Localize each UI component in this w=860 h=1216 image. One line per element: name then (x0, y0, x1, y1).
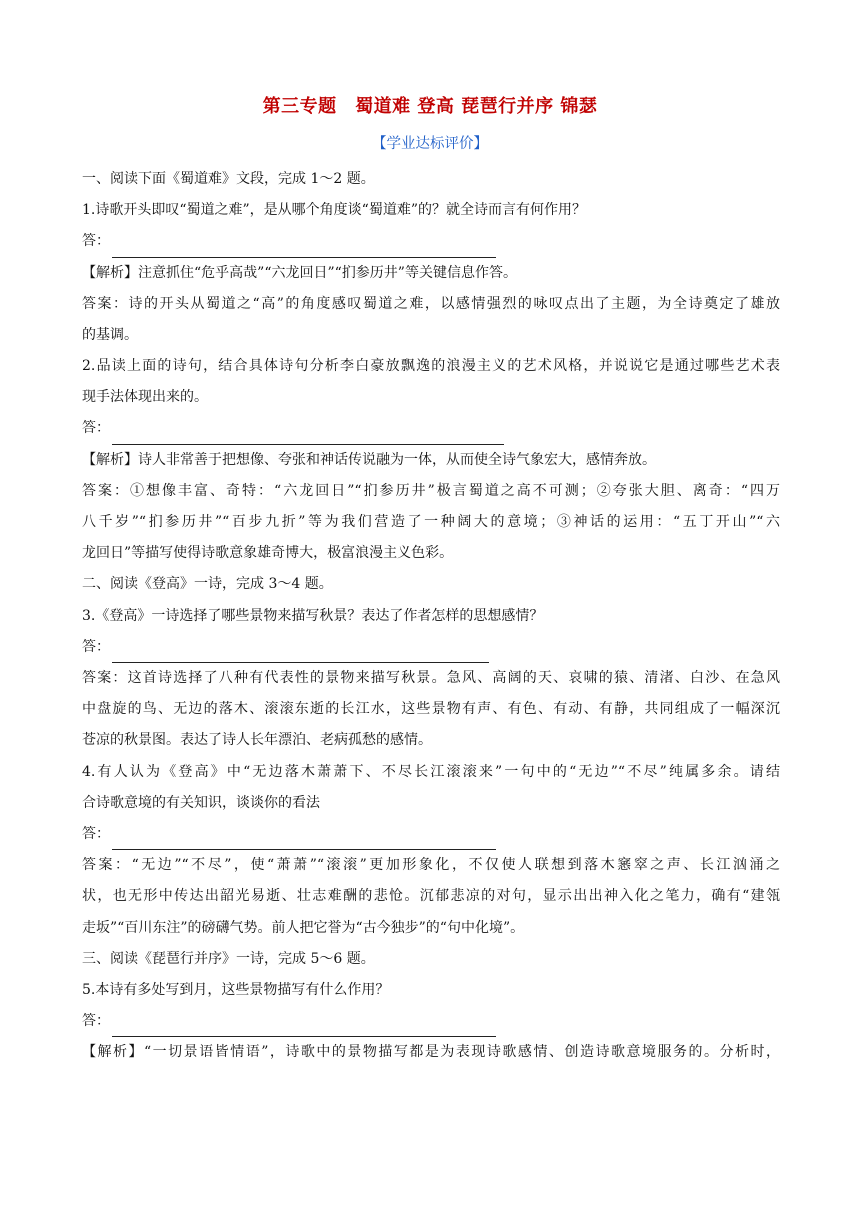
answer-label: 答： (82, 233, 110, 250)
answer-blank-4 (82, 819, 780, 850)
section-subtitle: 【学业达标评价】 (372, 136, 488, 152)
document-body (82, 164, 780, 1068)
question-2-line-2: 现手法体现出来的。 (82, 389, 208, 406)
answer-3-line-2: 中盘旋的鸟、无边的落木、滚滚东逝的长江水，这些景物有声、有色、有动、有静，共同组成了一幅深沉 (82, 701, 780, 718)
section-heading-3: 三、阅读《琵琶行并序》一诗，完成 5～6 题。 (82, 950, 375, 967)
answer-3-line-1: 答案：这首诗选择了八种有代表性的景物来描写秋景。急风、高阔的天、哀啸的猿、清渚、白沙、在急风 (82, 670, 780, 686)
answer-underline (112, 644, 489, 663)
question-2-line-1: 2.品读上面的诗句，结合具体诗句分析李白豪放飘逸的浪漫主义的艺术风格，并说说它是通过哪些艺术表 (82, 358, 780, 375)
section-heading-1: 一、阅读下面《蜀道难》文段，完成 1～2 题。 (82, 171, 375, 187)
answer-underline (112, 426, 504, 445)
question-1: 1.诗歌开头即叹“蜀道之难”，是从哪个角度谈“蜀道难”的？就全诗而言有何作用？ (82, 202, 586, 219)
answer-underline (112, 831, 496, 850)
answer-4-line-1: 答案：“无边”“不尽”，使“萧萧”“滚滚”更加形象化，不仅使人联想到落木窸窣之声、长江汹涌之 (82, 857, 780, 874)
answer-blank-3 (82, 632, 780, 663)
answer-2-line-3: 龙回日”等描写使得诗歌意象雄奇博大，极富浪漫主义色彩。 (82, 545, 454, 562)
section-heading-2: 二、阅读《登高》一诗，完成 3～4 题。 (82, 576, 333, 593)
answer-blank-1 (82, 226, 780, 257)
analysis-1: 【解析】注意抓住“危乎高哉”“六龙回日”“扪参历井”等关键信息作答。 (82, 264, 517, 281)
answer-3-line-3: 苍凉的秋景图。表达了诗人长年漂泊、老病孤愁的感情。 (82, 732, 432, 749)
answer-label: 答： (82, 638, 110, 655)
analysis-5: 【解析】“一切景语皆情语”，诗歌中的景物描写都是为表现诗歌感情、创造诗歌意境服务的。分析时， (82, 1044, 780, 1061)
answer-blank-5 (82, 1006, 780, 1037)
answer-label: 答： (82, 420, 110, 437)
question-5: 5.本诗有多处写到月，这些景物描写有什么作用？ (82, 981, 390, 998)
page-title: 第三专题 蜀道难 登高 琵琶行并序 锦瑟 (262, 96, 598, 117)
answer-1-line-2: 的基调。 (82, 326, 138, 343)
question-3: 3.《登高》一诗选择了哪些景物来描写秋景？表达了作者怎样的思想感情？ (82, 607, 544, 624)
analysis-2: 【解析】诗人非常善于把想像、夸张和神话传说融为一体，从而使全诗气象宏大，感情奔放。 (82, 451, 656, 468)
answer-2-line-1: 答案：①想像丰富、奇特：“六龙回日”“扪参历井”极言蜀道之高不可测；②夸张大胆、离奇：“四万 (82, 482, 780, 499)
question-4-line-2: 合诗歌意境的有关知识，谈谈你的看法 (82, 794, 320, 811)
answer-label: 答： (82, 1013, 110, 1030)
answer-label: 答： (82, 825, 110, 842)
answer-2-line-2: 八千岁”“扪参历井”“百步九折”等为我们营造了一种阔大的意境；③神话的运用：“五丁开山”“六 (82, 514, 780, 531)
answer-underline (112, 1018, 496, 1037)
answer-4-line-3: 走坂”“百川东注”的磅礴气势。前人把它誉为“古今独步”的“句中化境”。 (82, 919, 525, 936)
answer-4-line-2: 状，也无形中传达出韶光易逝、壮志难酬的悲怆。沉郁悲凉的对句，显示出出神入化之笔力，确有“建瓴 (82, 888, 780, 905)
answer-blank-2 (82, 414, 780, 445)
answer-1-line-1: 答案：诗的开头从蜀道之“高”的角度感叹蜀道之难，以感情强烈的咏叹点出了主题，为全诗奠定了雄放 (82, 295, 780, 312)
answer-underline (112, 239, 496, 258)
question-4-line-1: 4.有人认为《登高》中“无边落木萧萧下、不尽长江滚滚来”一句中的“无边”“不尽”纯属多余。请结 (82, 763, 780, 780)
